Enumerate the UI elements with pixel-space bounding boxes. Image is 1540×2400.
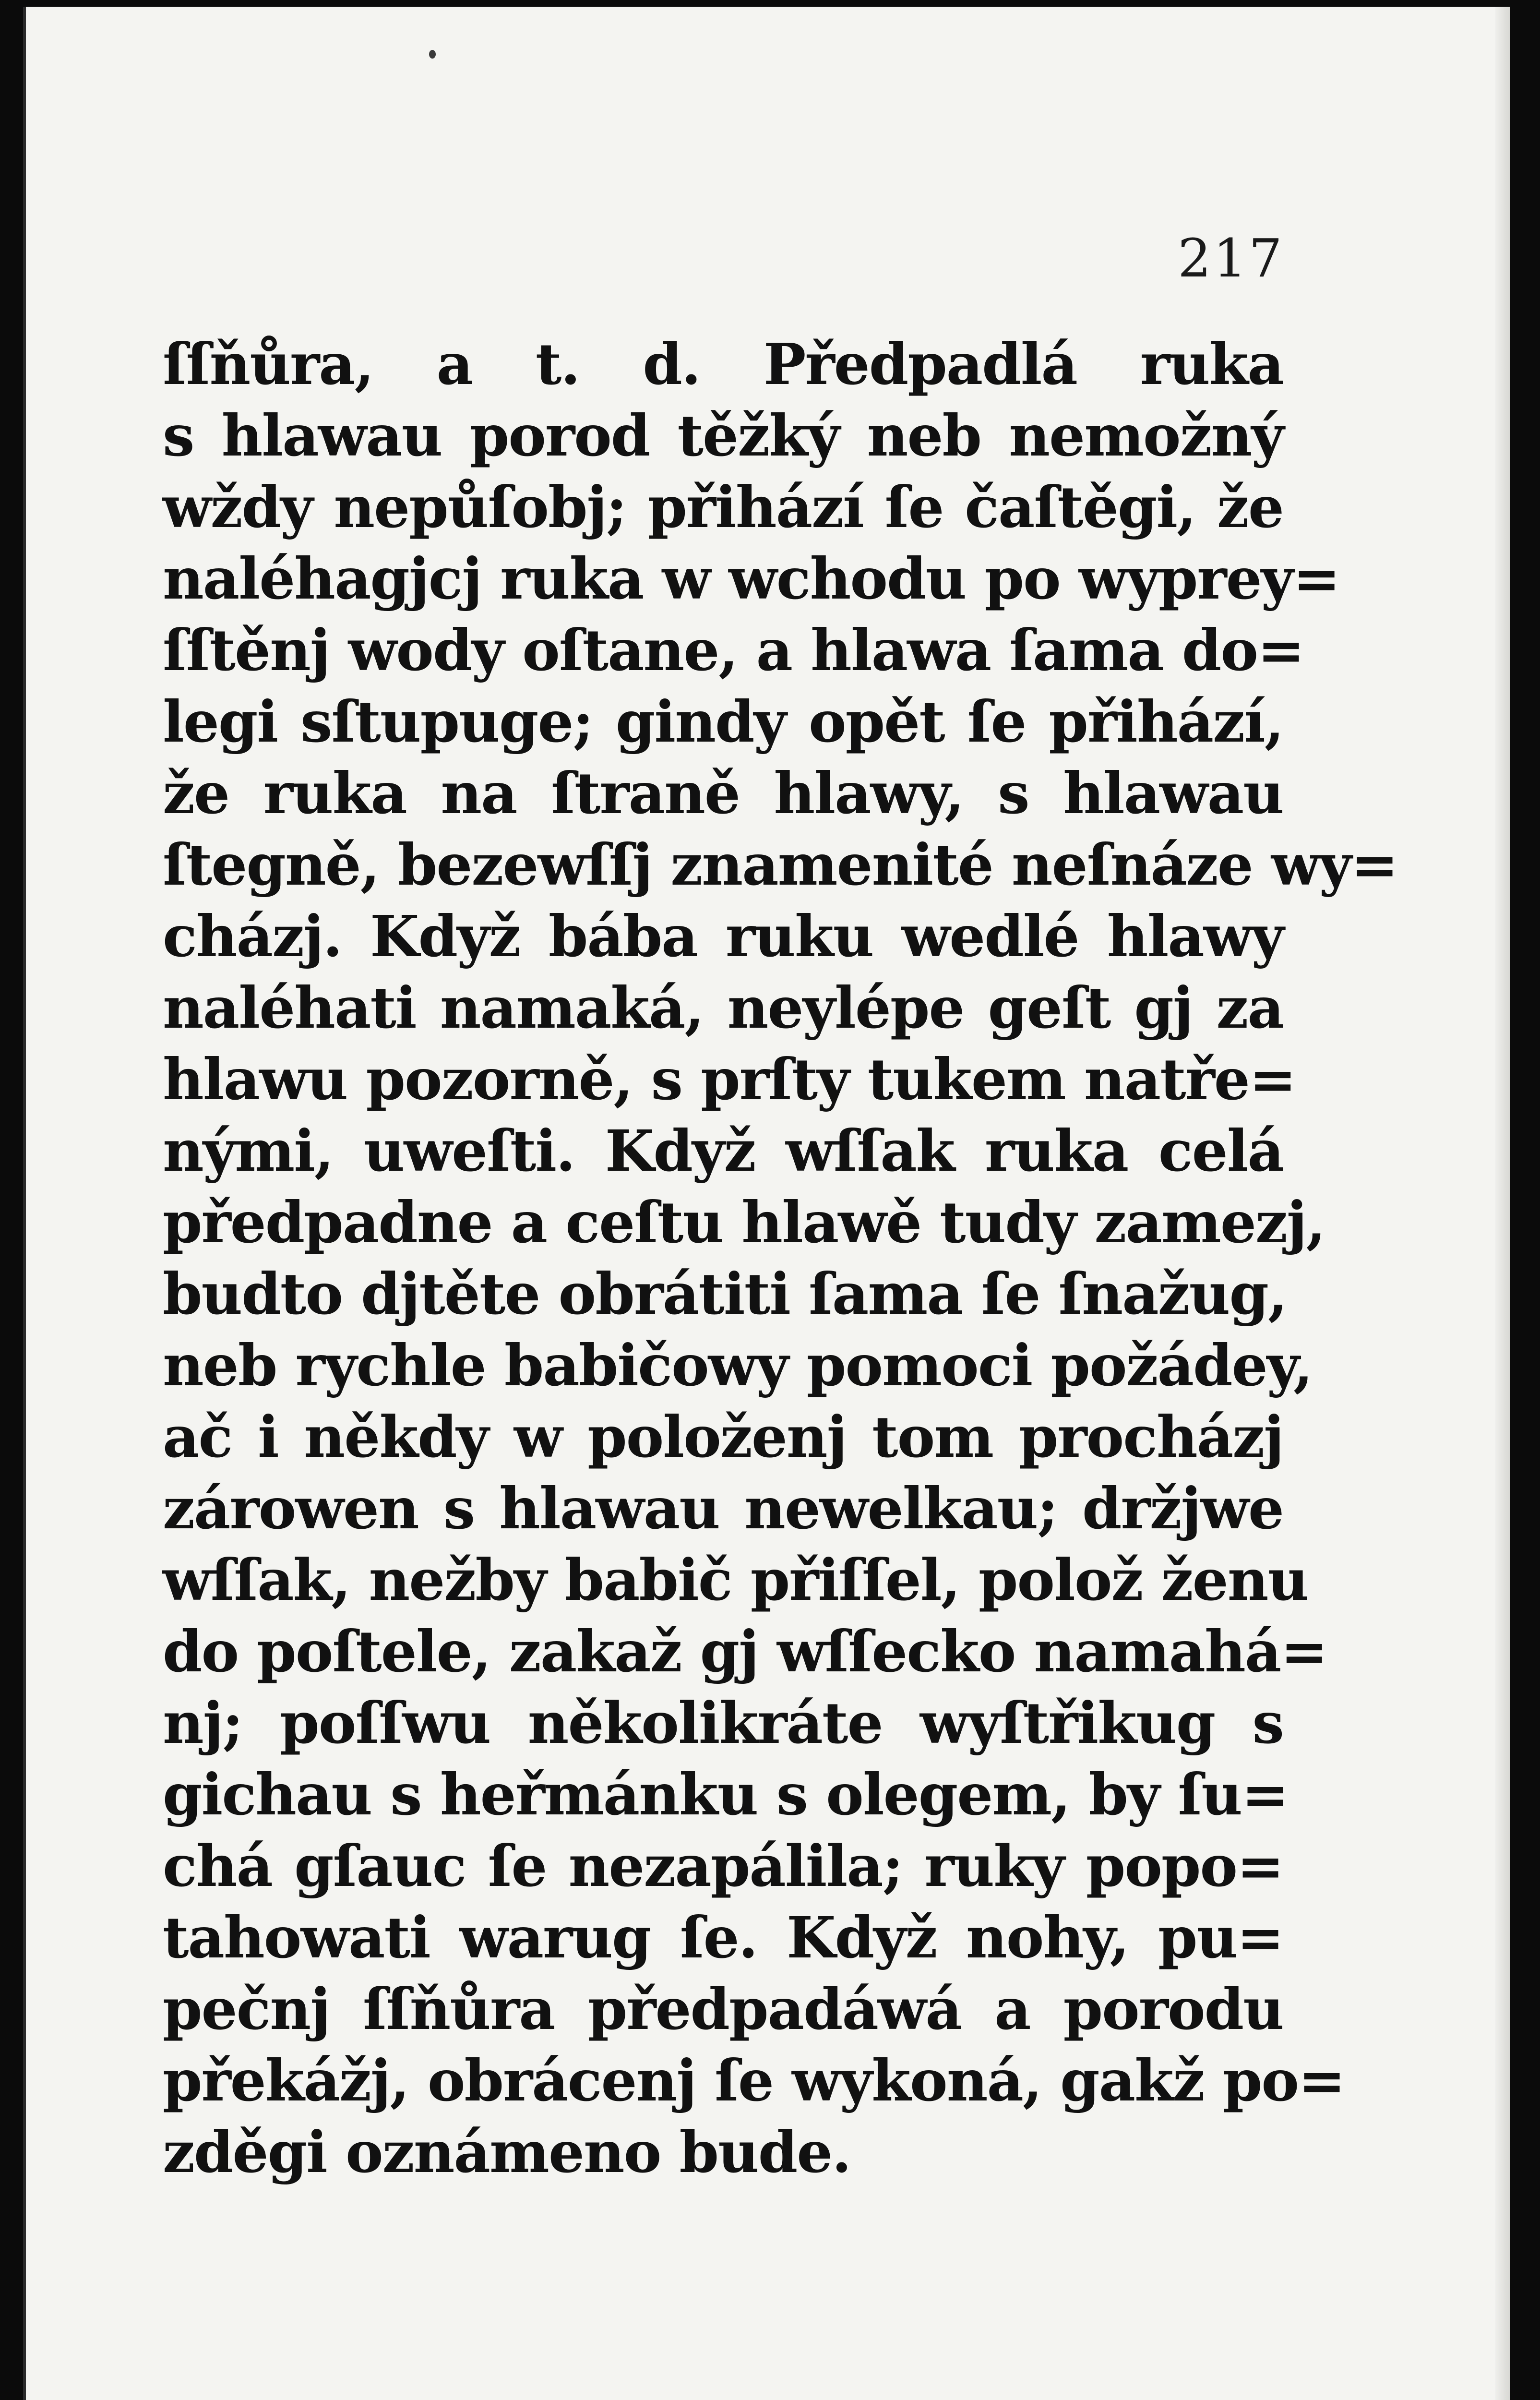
text-line: ač i někdy w položenj tom procházj xyxy=(163,1404,1283,1470)
text-line: pečnj ſſňůra předpadáwá a porodu xyxy=(163,1976,1283,2042)
page-number: 217 xyxy=(1178,228,1284,289)
text-line: zárowen s hlawau newelkau; držjwe xyxy=(163,1475,1283,1542)
text-line: nj; poſſwu několikráte wyſtřikug s xyxy=(163,1690,1283,1756)
text-line: ſtegně, bezewſſj znamenité neſnáze wy= xyxy=(163,831,1397,898)
text-line: s hlawau porod těžký neb nemožný xyxy=(163,402,1283,469)
text-line: wždy nepůſobj; přihází ſe čaſtěgi, že xyxy=(163,474,1283,540)
body-text xyxy=(163,328,1397,2188)
text-line: legi sſtupuge; gindy opět ſe přihází, xyxy=(163,688,1283,755)
text-line: cházj. Když bába ruku wedlé hlawy xyxy=(163,903,1283,970)
paper-speck xyxy=(429,50,436,59)
text-line: nými, uweſti. Když wſſak ruka celá xyxy=(163,1117,1283,1184)
text-line: chá gſauc ſe nezapálila; ruky popo= xyxy=(163,1833,1283,1899)
text-line: hlawu pozorně, s prſty tukem natře= xyxy=(163,1046,1296,1113)
text-line: gichau s heřmánku s olegem, by ſu= xyxy=(163,1761,1288,1828)
text-line: wſſak, nežby babič přiſſel, polož ženu xyxy=(163,1547,1308,1613)
text-line: zděgi oznámeno bude. xyxy=(163,2119,851,2185)
text-line: že ruka na ſtraně hlawy, s hlawau xyxy=(163,760,1283,827)
text-line: ſſtěnj wody oſtane, a hlawa ſama do= xyxy=(163,617,1304,684)
text-line: ſſňůra, a t. d. Předpadlá ruka xyxy=(163,331,1283,397)
text-line: naléhati namaká, neylépe geſt gj za xyxy=(163,974,1283,1041)
text-line: překážj, obrácenj ſe wykoná, gakž po= xyxy=(163,2047,1345,2114)
text-line: budto djtěte obrátiti ſama ſe ſnažug, xyxy=(163,1260,1287,1327)
book-page xyxy=(23,7,1510,2400)
text-line: neb rychle babičowy pomoci požádey, xyxy=(163,1332,1313,1399)
text-line: předpadne a ceſtu hlawě tudy zamezj, xyxy=(163,1189,1325,1256)
text-line: tahowati warug ſe. Když nohy, pu= xyxy=(163,1904,1283,1971)
text-line: do poſtele, zakaž gj wſſecko namahá= xyxy=(163,1618,1327,1685)
page-edge xyxy=(1495,7,1510,2400)
text-line: naléhagjcj ruka w wchodu po wyprey= xyxy=(163,545,1340,612)
